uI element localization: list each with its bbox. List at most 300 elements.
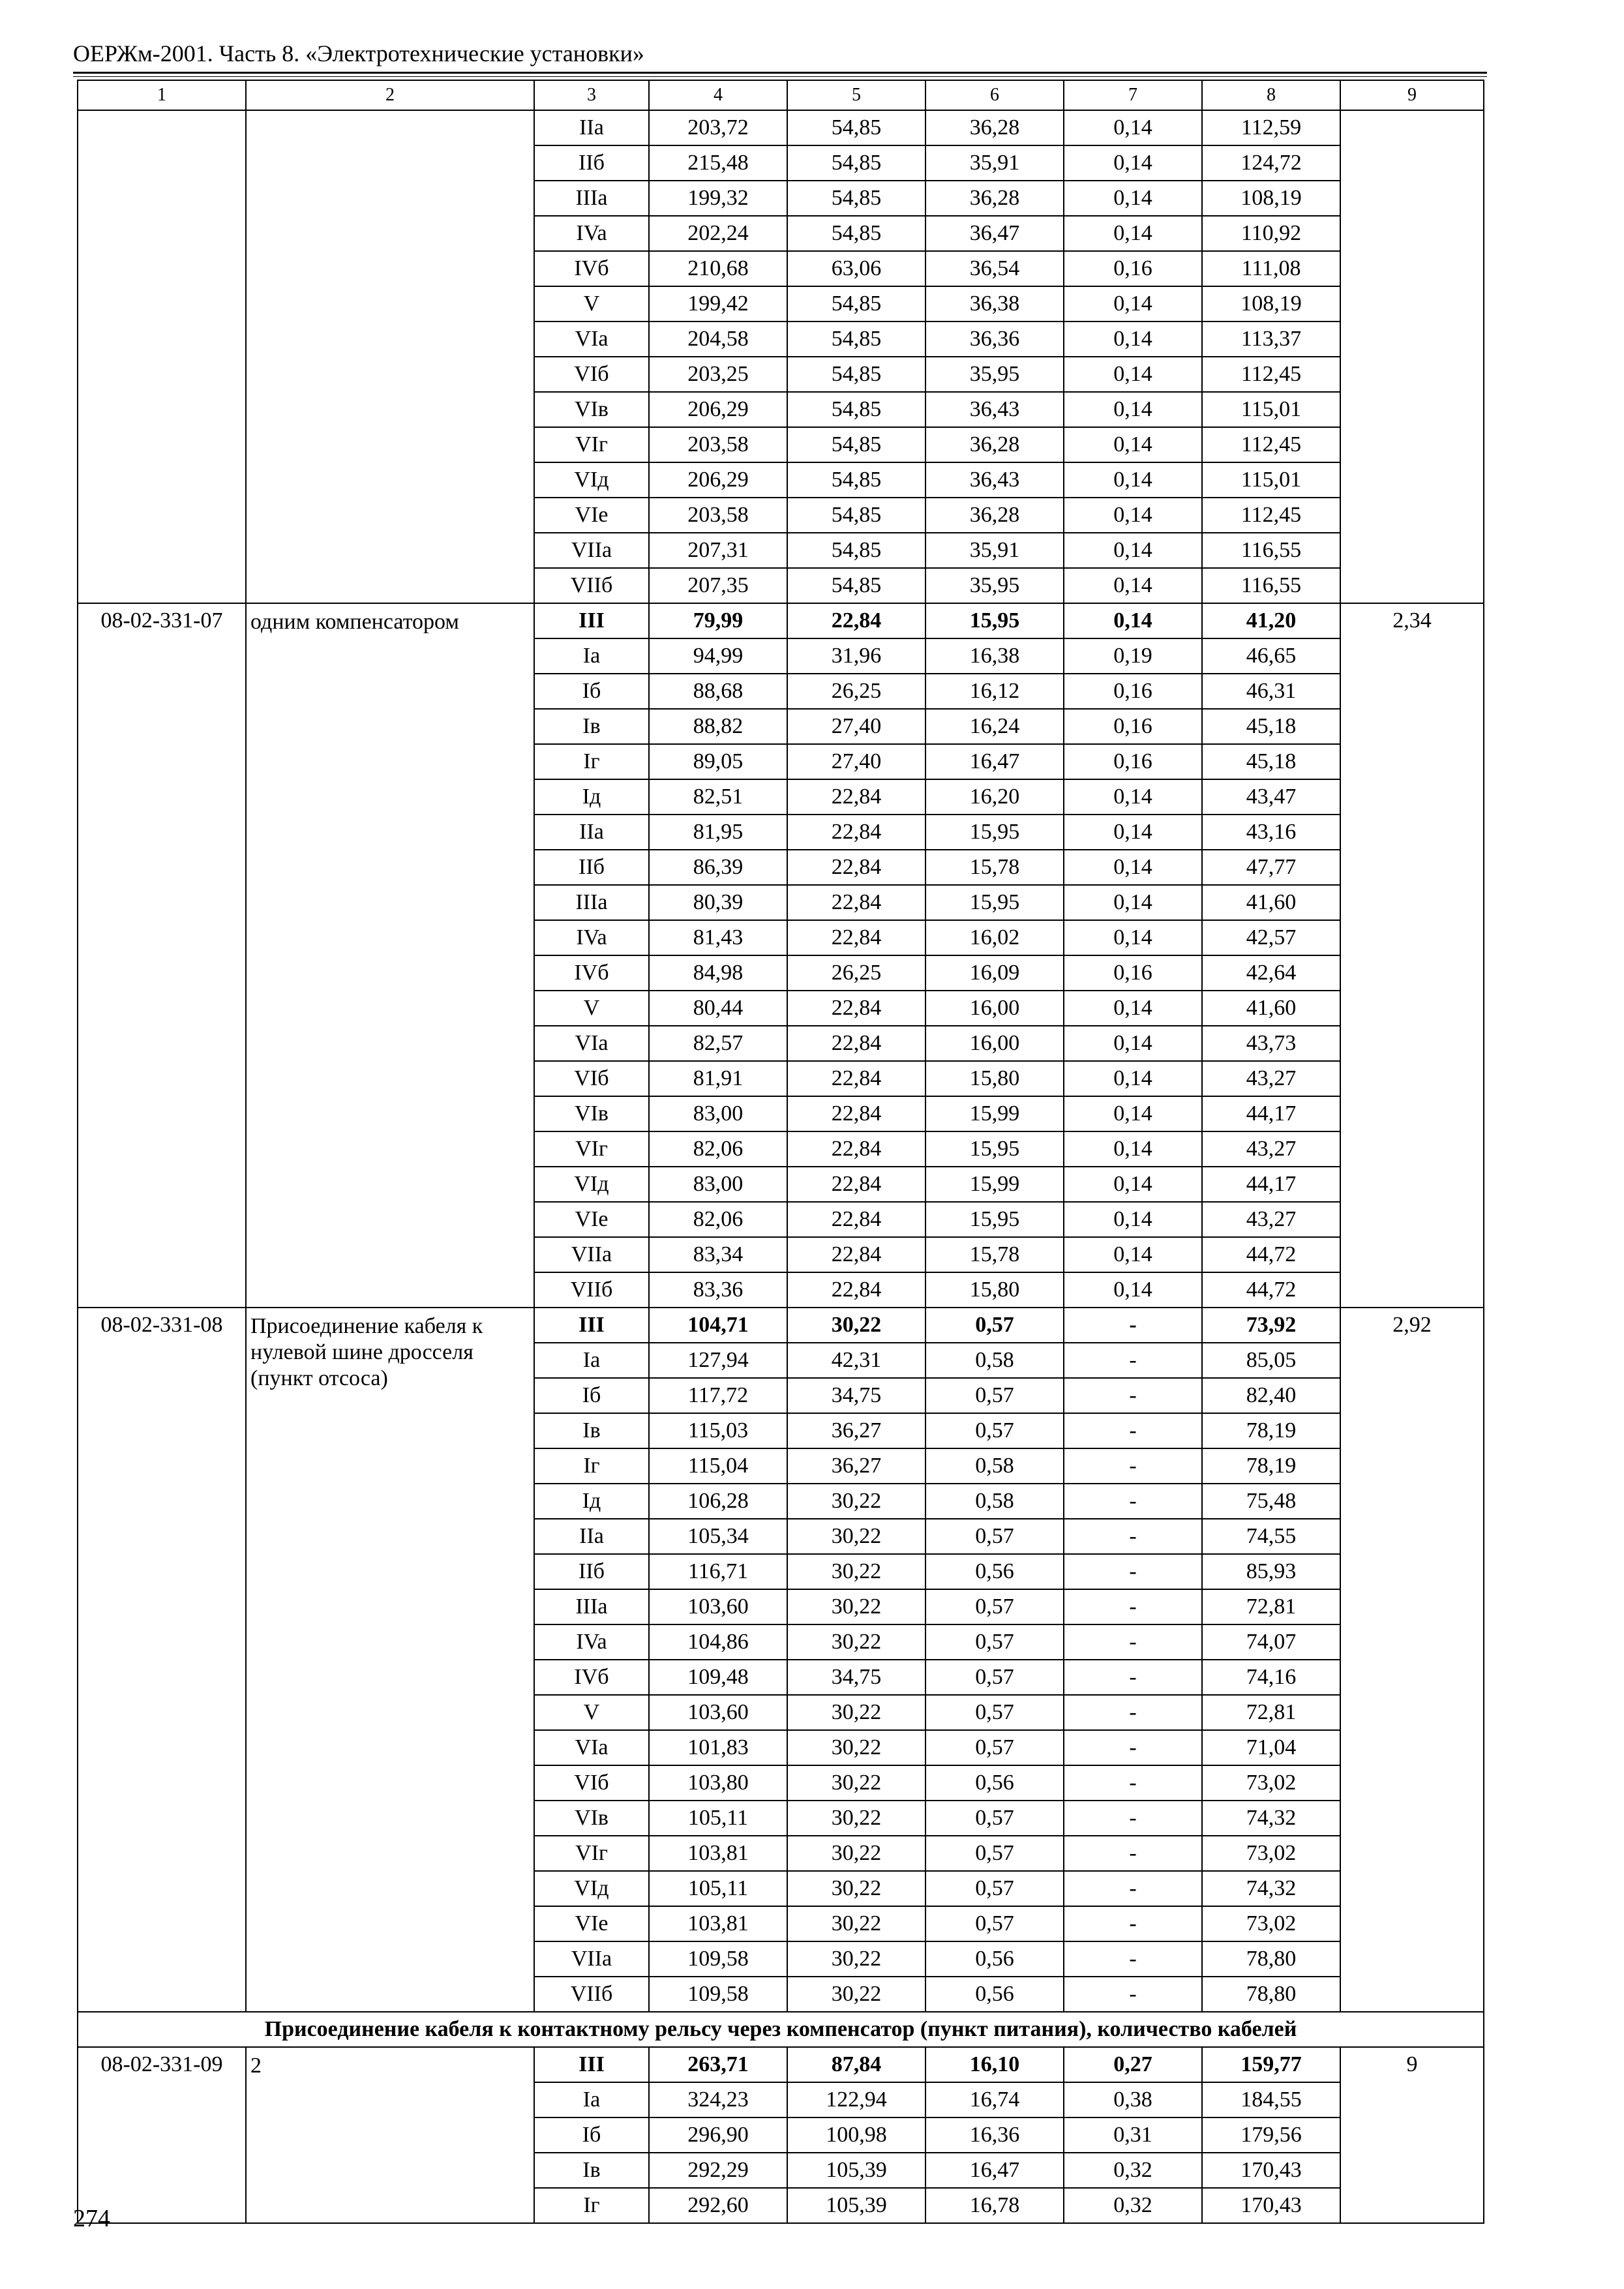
value-cell: 207,31 — [649, 533, 787, 568]
column-number: 2 — [246, 80, 534, 110]
value-cell: 0,14 — [1064, 1061, 1202, 1096]
value-cell: 16,38 — [925, 638, 1064, 674]
value-cell: - — [1064, 1941, 1202, 1977]
value-cell: - — [1064, 1765, 1202, 1801]
value-cell: 54,85 — [787, 286, 925, 322]
value-cell: 30,22 — [787, 1836, 925, 1871]
table-row — [78, 1308, 1484, 1343]
value-cell: 0,56 — [925, 1765, 1064, 1801]
zone-cell: Iв — [534, 2153, 649, 2188]
value-cell: 89,05 — [649, 744, 787, 779]
value-cell: 73,02 — [1202, 1836, 1340, 1871]
value-cell: 30,22 — [787, 1695, 925, 1730]
value-cell: 109,58 — [649, 1977, 787, 2012]
value-cell: 43,73 — [1202, 1026, 1340, 1061]
value-cell: 78,19 — [1202, 1413, 1340, 1448]
zone-cell: Iб — [534, 2117, 649, 2153]
value-cell: 15,95 — [925, 815, 1064, 850]
zone-cell: IVб — [534, 251, 649, 286]
value-cell: - — [1064, 1730, 1202, 1765]
value-cell: 54,85 — [787, 110, 925, 145]
value-cell: 206,29 — [649, 392, 787, 427]
value-cell: 36,28 — [925, 181, 1064, 216]
value-cell: 0,56 — [925, 1554, 1064, 1589]
value-cell: 74,32 — [1202, 1801, 1340, 1836]
value-cell: 30,22 — [787, 1730, 925, 1765]
value-cell: 81,43 — [649, 920, 787, 955]
value-cell: 0,14 — [1064, 850, 1202, 885]
value-cell: 30,22 — [787, 1941, 925, 1977]
value-cell: 35,95 — [925, 357, 1064, 392]
value-cell: 79,99 — [649, 603, 787, 638]
value-cell: 45,18 — [1202, 709, 1340, 744]
value-cell: 54,85 — [787, 462, 925, 498]
zone-cell: IIIa — [534, 181, 649, 216]
table-row — [78, 2047, 1484, 2082]
value-cell: 22,84 — [787, 603, 925, 638]
value-cell: 15,95 — [925, 885, 1064, 920]
value-cell: 26,25 — [787, 955, 925, 991]
value-cell: - — [1064, 1836, 1202, 1871]
zone-cell: IVб — [534, 955, 649, 991]
value-cell: 83,00 — [649, 1096, 787, 1131]
value-cell: 115,01 — [1202, 392, 1340, 427]
value-cell: - — [1064, 1660, 1202, 1695]
value-cell: - — [1064, 1343, 1202, 1378]
value-cell: 0,14 — [1064, 181, 1202, 216]
value-cell: 22,84 — [787, 1167, 925, 1202]
value-cell: 43,27 — [1202, 1202, 1340, 1237]
value-cell: 22,84 — [787, 1202, 925, 1237]
value-cell: 0,16 — [1064, 251, 1202, 286]
value-cell: 127,94 — [649, 1343, 787, 1378]
value-cell: 88,68 — [649, 674, 787, 709]
value-cell: 36,43 — [925, 392, 1064, 427]
value-cell: 113,37 — [1202, 322, 1340, 357]
zone-cell: IIб — [534, 850, 649, 885]
zone-cell: VIe — [534, 1906, 649, 1941]
value-cell: 16,10 — [925, 2047, 1064, 2082]
zone-cell: VIг — [534, 1836, 649, 1871]
value-cell: - — [1064, 1624, 1202, 1660]
value-cell: 22,84 — [787, 1131, 925, 1167]
value-cell: 110,92 — [1202, 216, 1340, 251]
value-cell: 0,58 — [925, 1484, 1064, 1519]
value-cell: 16,47 — [925, 744, 1064, 779]
value-cell: 112,45 — [1202, 427, 1340, 462]
zone-cell: Iб — [534, 674, 649, 709]
value-cell: 16,12 — [925, 674, 1064, 709]
value-cell: 85,93 — [1202, 1554, 1340, 1589]
value-cell: 54,85 — [787, 357, 925, 392]
zone-cell: IIб — [534, 145, 649, 181]
value-cell: 103,60 — [649, 1695, 787, 1730]
value-cell: 206,29 — [649, 462, 787, 498]
section-row — [78, 2012, 1484, 2047]
value-cell: - — [1064, 1977, 1202, 2012]
zone-cell: IVa — [534, 216, 649, 251]
value-cell: 112,45 — [1202, 357, 1340, 392]
value-cell: 35,91 — [925, 145, 1064, 181]
value-cell: 103,60 — [649, 1589, 787, 1624]
value-cell: 74,32 — [1202, 1871, 1340, 1906]
value-cell: 101,83 — [649, 1730, 787, 1765]
value-cell: 116,55 — [1202, 568, 1340, 603]
value-cell: 0,14 — [1064, 322, 1202, 357]
value-cell: 54,85 — [787, 392, 925, 427]
value-cell: 73,92 — [1202, 1308, 1340, 1343]
column-number: 1 — [78, 80, 246, 110]
zone-cell: VIIa — [534, 533, 649, 568]
value-cell: - — [1064, 1871, 1202, 1906]
zone-cell: Iв — [534, 1413, 649, 1448]
value-cell: 16,02 — [925, 920, 1064, 955]
value-cell: 16,00 — [925, 1026, 1064, 1061]
value-cell: 0,16 — [1064, 955, 1202, 991]
value-cell: 16,74 — [925, 2082, 1064, 2117]
value-cell: 84,98 — [649, 955, 787, 991]
value-cell: 54,85 — [787, 427, 925, 462]
rate-name: 2 — [246, 2047, 534, 2223]
zone-cell: VIIa — [534, 1941, 649, 1977]
value-cell: 103,81 — [649, 1836, 787, 1871]
rate-code: 08-02-331-07 — [78, 603, 246, 1308]
value-cell: 16,20 — [925, 779, 1064, 815]
value-cell: 105,34 — [649, 1519, 787, 1554]
value-cell: 0,57 — [925, 1871, 1064, 1906]
value-cell: 0,14 — [1064, 1096, 1202, 1131]
value-cell: 74,16 — [1202, 1660, 1340, 1695]
value-cell: 0,14 — [1064, 1272, 1202, 1308]
value-cell: 30,22 — [787, 1801, 925, 1836]
value-cell: 179,56 — [1202, 2117, 1340, 2153]
zone-cell: VIa — [534, 322, 649, 357]
value-cell: 63,06 — [787, 251, 925, 286]
rate-code — [78, 110, 246, 603]
value-cell: 36,47 — [925, 216, 1064, 251]
value-cell: 82,51 — [649, 779, 787, 815]
value-cell: 0,14 — [1064, 991, 1202, 1026]
value-cell: 215,48 — [649, 145, 787, 181]
value-cell: 0,14 — [1064, 885, 1202, 920]
value-cell: 22,84 — [787, 850, 925, 885]
value-cell: 30,22 — [787, 1519, 925, 1554]
value-cell: 0,57 — [925, 1589, 1064, 1624]
value-cell: 54,85 — [787, 181, 925, 216]
value-cell: 36,43 — [925, 462, 1064, 498]
value-cell: - — [1064, 1801, 1202, 1836]
zone-cell: VIд — [534, 1167, 649, 1202]
value-cell: 30,22 — [787, 1589, 925, 1624]
value-cell: - — [1064, 1413, 1202, 1448]
value-cell: 44,72 — [1202, 1237, 1340, 1272]
zone-cell: IIa — [534, 815, 649, 850]
zone-cell: IIб — [534, 1554, 649, 1589]
value-cell: 30,22 — [787, 1906, 925, 1941]
value-cell: 0,58 — [925, 1343, 1064, 1378]
value-cell: 0,57 — [925, 1660, 1064, 1695]
coefficient: 2,34 — [1340, 603, 1484, 1308]
value-cell: - — [1064, 1589, 1202, 1624]
value-cell: 36,28 — [925, 110, 1064, 145]
value-cell: 203,72 — [649, 110, 787, 145]
value-cell: 81,95 — [649, 815, 787, 850]
section-title: Присоединение кабеля к контактному рельсу через компенсатор (пункт питания), количество кабелей — [78, 2012, 1484, 2047]
value-cell: 170,43 — [1202, 2188, 1340, 2223]
column-number: 3 — [534, 80, 649, 110]
column-number: 6 — [925, 80, 1064, 110]
value-cell: 0,14 — [1064, 1131, 1202, 1167]
zone-cell: Iг — [534, 1448, 649, 1484]
header-rule-thin — [73, 76, 1487, 77]
value-cell: 15,80 — [925, 1272, 1064, 1308]
value-cell: 54,85 — [787, 216, 925, 251]
value-cell: 43,27 — [1202, 1131, 1340, 1167]
coefficient: 2,92 — [1340, 1308, 1484, 2012]
zone-cell: VIб — [534, 1765, 649, 1801]
value-cell: 22,84 — [787, 779, 925, 815]
value-cell: - — [1064, 1484, 1202, 1519]
value-cell: 41,60 — [1202, 885, 1340, 920]
zone-cell: IVa — [534, 1624, 649, 1660]
value-cell: 44,17 — [1202, 1167, 1340, 1202]
zone-cell: VIд — [534, 1871, 649, 1906]
value-cell: 30,22 — [787, 1554, 925, 1589]
zone-cell: V — [534, 1695, 649, 1730]
value-cell: 75,48 — [1202, 1484, 1340, 1519]
zone-cell: VIв — [534, 1801, 649, 1836]
coefficient: 9 — [1340, 2047, 1484, 2223]
value-cell: 122,94 — [787, 2082, 925, 2117]
value-cell: 203,58 — [649, 498, 787, 533]
zone-cell: Iг — [534, 2188, 649, 2223]
value-cell: 22,84 — [787, 1237, 925, 1272]
value-cell: 0,57 — [925, 1519, 1064, 1554]
value-cell: 117,72 — [649, 1378, 787, 1413]
value-cell: 0,56 — [925, 1941, 1064, 1977]
value-cell: 116,71 — [649, 1554, 787, 1589]
column-number: 9 — [1340, 80, 1484, 110]
value-cell: 85,05 — [1202, 1343, 1340, 1378]
zone-cell: VIг — [534, 427, 649, 462]
value-cell: 210,68 — [649, 251, 787, 286]
value-cell: 0,14 — [1064, 603, 1202, 638]
value-cell: 0,57 — [925, 1624, 1064, 1660]
coefficient — [1340, 110, 1484, 603]
value-cell: 22,84 — [787, 991, 925, 1026]
value-cell: 203,25 — [649, 357, 787, 392]
value-cell: 115,04 — [649, 1448, 787, 1484]
value-cell: 87,84 — [787, 2047, 925, 2082]
value-cell: 82,57 — [649, 1026, 787, 1061]
value-cell: 80,44 — [649, 991, 787, 1026]
rate-name — [246, 110, 534, 603]
value-cell: 73,02 — [1202, 1765, 1340, 1801]
rate-code: 08-02-331-08 — [78, 1308, 246, 2012]
value-cell: 0,57 — [925, 1730, 1064, 1765]
value-cell: 0,56 — [925, 1977, 1064, 2012]
value-cell: 15,95 — [925, 1202, 1064, 1237]
zone-cell: V — [534, 286, 649, 322]
value-cell: 263,71 — [649, 2047, 787, 2082]
value-cell: 15,99 — [925, 1167, 1064, 1202]
value-cell: 106,28 — [649, 1484, 787, 1519]
value-cell: 30,22 — [787, 1484, 925, 1519]
value-cell: 16,00 — [925, 991, 1064, 1026]
value-cell: 35,91 — [925, 533, 1064, 568]
value-cell: 73,02 — [1202, 1906, 1340, 1941]
value-cell: 15,95 — [925, 603, 1064, 638]
value-cell: 30,22 — [787, 1871, 925, 1906]
value-cell: 109,58 — [649, 1941, 787, 1977]
value-cell: 0,14 — [1064, 392, 1202, 427]
value-cell: 54,85 — [787, 568, 925, 603]
value-cell: 46,65 — [1202, 638, 1340, 674]
value-cell: 34,75 — [787, 1378, 925, 1413]
zone-cell: Iд — [534, 1484, 649, 1519]
value-cell: 30,22 — [787, 1624, 925, 1660]
value-cell: 44,72 — [1202, 1272, 1340, 1308]
zone-cell: VIв — [534, 392, 649, 427]
value-cell: 86,39 — [649, 850, 787, 885]
page-header: ОЕРЖм-2001. Часть 8. «Электротехнические установки» — [73, 40, 644, 67]
zone-cell: VIIб — [534, 568, 649, 603]
value-cell: 203,58 — [649, 427, 787, 462]
value-cell: 0,57 — [925, 1413, 1064, 1448]
value-cell: 44,17 — [1202, 1096, 1340, 1131]
value-cell: 47,77 — [1202, 850, 1340, 885]
zone-cell: Ia — [534, 1343, 649, 1378]
value-cell: 116,55 — [1202, 533, 1340, 568]
rates-table — [77, 80, 1484, 2224]
value-cell: 296,90 — [649, 2117, 787, 2153]
value-cell: 54,85 — [787, 498, 925, 533]
value-cell: 0,14 — [1064, 286, 1202, 322]
value-cell: 202,24 — [649, 216, 787, 251]
value-cell: 83,36 — [649, 1272, 787, 1308]
value-cell: 22,84 — [787, 885, 925, 920]
value-cell: 36,27 — [787, 1448, 925, 1484]
value-cell: 36,36 — [925, 322, 1064, 357]
zone-cell: VIд — [534, 462, 649, 498]
value-cell: 22,84 — [787, 920, 925, 955]
value-cell: 26,25 — [787, 674, 925, 709]
zone-cell: VIб — [534, 357, 649, 392]
value-cell: 36,28 — [925, 498, 1064, 533]
zone-cell: Ia — [534, 638, 649, 674]
rate-name: одним компенсатором — [246, 603, 534, 1308]
value-cell: 22,84 — [787, 1096, 925, 1131]
value-cell: - — [1064, 1906, 1202, 1941]
value-cell: 0,14 — [1064, 498, 1202, 533]
value-cell: 0,16 — [1064, 674, 1202, 709]
value-cell: 36,28 — [925, 427, 1064, 462]
zone-cell: VIIб — [534, 1272, 649, 1308]
page-number: 274 — [73, 2205, 110, 2232]
value-cell: 82,40 — [1202, 1378, 1340, 1413]
value-cell: 0,57 — [925, 1836, 1064, 1871]
value-cell: 16,78 — [925, 2188, 1064, 2223]
value-cell: 15,78 — [925, 1237, 1064, 1272]
zone-cell: VIв — [534, 1096, 649, 1131]
value-cell: 207,35 — [649, 568, 787, 603]
value-cell: 0,57 — [925, 1695, 1064, 1730]
value-cell: 103,80 — [649, 1765, 787, 1801]
value-cell: 199,42 — [649, 286, 787, 322]
value-cell: 72,81 — [1202, 1589, 1340, 1624]
value-cell: 292,29 — [649, 2153, 787, 2188]
value-cell: 109,48 — [649, 1660, 787, 1695]
zone-cell: VIб — [534, 1061, 649, 1096]
value-cell: 27,40 — [787, 709, 925, 744]
zone-cell: III — [534, 603, 649, 638]
zone-cell: Iб — [534, 1378, 649, 1413]
zone-cell: VIe — [534, 498, 649, 533]
value-cell: 100,98 — [787, 2117, 925, 2153]
value-cell: 22,84 — [787, 1061, 925, 1096]
value-cell: 0,57 — [925, 1801, 1064, 1836]
value-cell: 15,80 — [925, 1061, 1064, 1096]
zone-cell: IVб — [534, 1660, 649, 1695]
zone-cell: IIIa — [534, 885, 649, 920]
value-cell: 42,31 — [787, 1343, 925, 1378]
zone-cell: VIa — [534, 1730, 649, 1765]
value-cell: 112,45 — [1202, 498, 1340, 533]
value-cell: 36,54 — [925, 251, 1064, 286]
value-cell: 54,85 — [787, 533, 925, 568]
value-cell: 15,99 — [925, 1096, 1064, 1131]
table-row — [78, 603, 1484, 638]
value-cell: 42,64 — [1202, 955, 1340, 991]
value-cell: 43,16 — [1202, 815, 1340, 850]
value-cell: 0,14 — [1064, 815, 1202, 850]
value-cell: 30,22 — [787, 1308, 925, 1343]
value-cell: 15,78 — [925, 850, 1064, 885]
value-cell: 0,38 — [1064, 2082, 1202, 2117]
zone-cell: VIe — [534, 1202, 649, 1237]
value-cell: 124,72 — [1202, 145, 1340, 181]
value-cell: 115,03 — [649, 1413, 787, 1448]
value-cell: 199,32 — [649, 181, 787, 216]
zone-cell: III — [534, 1308, 649, 1343]
value-cell: 115,01 — [1202, 462, 1340, 498]
value-cell: - — [1064, 1448, 1202, 1484]
value-cell: 184,55 — [1202, 2082, 1340, 2117]
value-cell: 292,60 — [649, 2188, 787, 2223]
value-cell: 105,39 — [787, 2188, 925, 2223]
zone-cell: Iг — [534, 744, 649, 779]
value-cell: 74,07 — [1202, 1624, 1340, 1660]
value-cell: 83,00 — [649, 1167, 787, 1202]
value-cell: 0,58 — [925, 1448, 1064, 1484]
value-cell: 22,84 — [787, 1272, 925, 1308]
value-cell: 80,39 — [649, 885, 787, 920]
value-cell: 0,14 — [1064, 462, 1202, 498]
zone-cell: V — [534, 991, 649, 1026]
value-cell: - — [1064, 1554, 1202, 1589]
value-cell: 43,47 — [1202, 779, 1340, 815]
value-cell: 78,80 — [1202, 1941, 1340, 1977]
value-cell: 16,09 — [925, 955, 1064, 991]
value-cell: 16,47 — [925, 2153, 1064, 2188]
value-cell: 27,40 — [787, 744, 925, 779]
value-cell: 0,14 — [1064, 568, 1202, 603]
column-number: 4 — [649, 80, 787, 110]
value-cell: - — [1064, 1308, 1202, 1343]
value-cell: 74,55 — [1202, 1519, 1340, 1554]
value-cell: 34,75 — [787, 1660, 925, 1695]
value-cell: 22,84 — [787, 1026, 925, 1061]
